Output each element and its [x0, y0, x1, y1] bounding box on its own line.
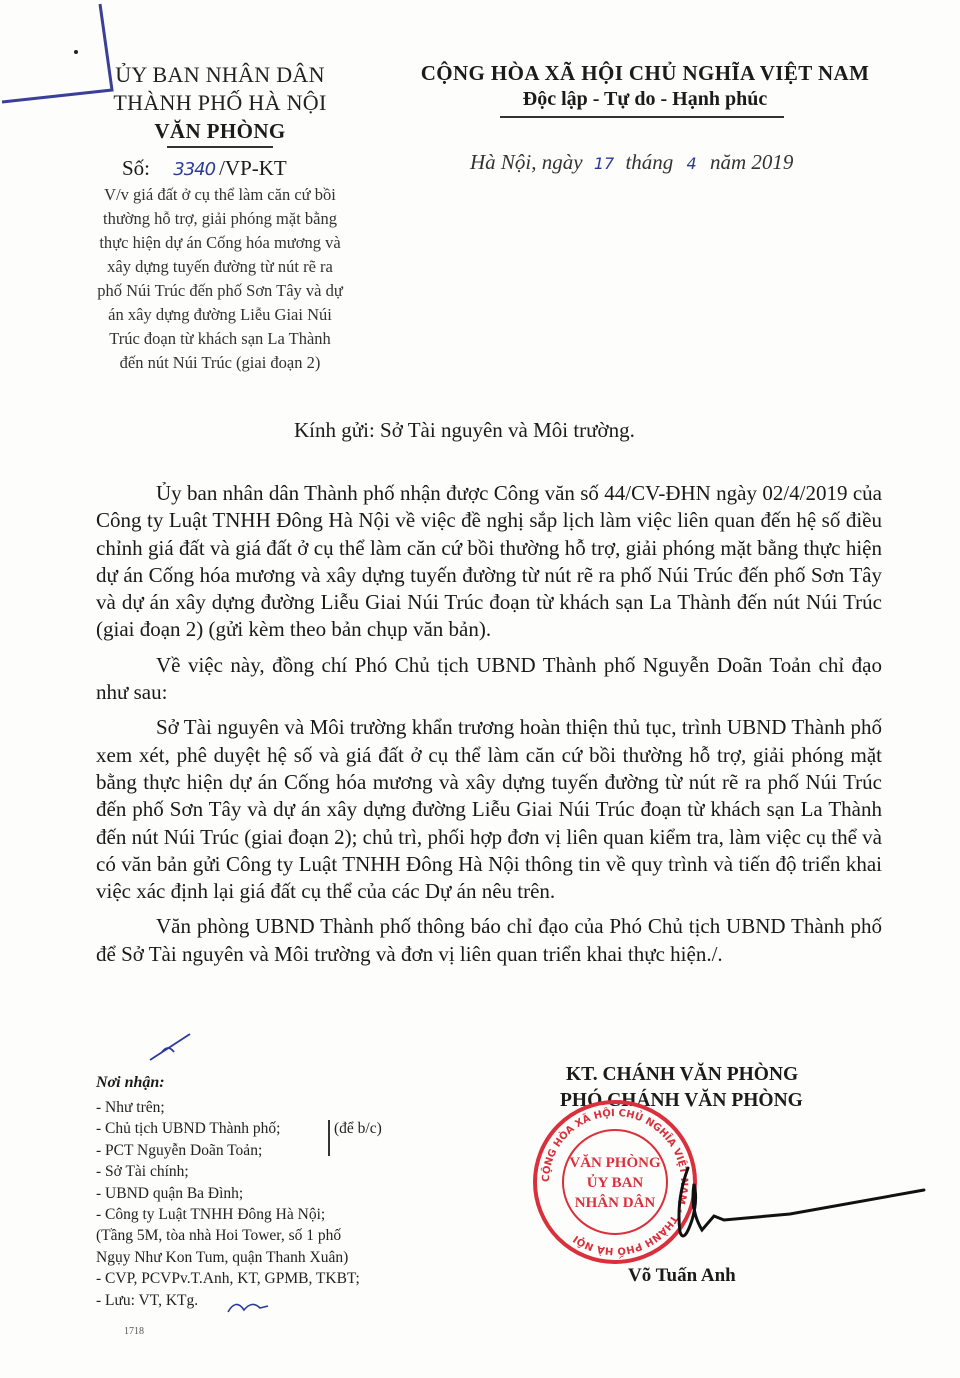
- recipient-item: - UBND quận Ba Đình;: [96, 1184, 244, 1202]
- subject-line: thường hỗ trợ, giải phóng mặt bằng: [103, 209, 337, 228]
- ref-prefix: Số:: [122, 156, 151, 180]
- subject-line: thực hiện dự án Cống hóa mương và: [99, 233, 341, 252]
- republic-name: CỘNG HÒA XÃ HỘI CHỦ NGHĨA VIỆT NAM: [420, 61, 870, 85]
- subject-line: V/v giá đất ở cụ thể làm căn cứ bồi: [104, 185, 336, 204]
- national-motto: Độc lập - Tự do - Hạnh phúc: [522, 88, 768, 110]
- recipient-item: - CVP, PCVPv.T.Anh, KT, GPMB, TKBT;: [96, 1270, 360, 1288]
- recipient-item: - Sở Tài chính;: [96, 1163, 189, 1181]
- recipient-item: - Lưu: VT, KTg.: [96, 1291, 199, 1309]
- reference-number: [122, 156, 287, 181]
- recipients-bracket: [328, 1120, 330, 1156]
- date-line: [470, 150, 793, 175]
- handwritten-initial-small: [226, 1296, 270, 1316]
- date-day-handwritten: 17: [593, 154, 615, 173]
- body-paragraph: Về việc này, đồng chí Phó Chủ tịch UBND Thành phố Nguyễn Doãn Toản chỉ đạo như sau:: [96, 652, 882, 705]
- org-name-line2: THÀNH PHỐ HÀ NỘI: [113, 90, 327, 115]
- stamp-inner-line: VĂN PHÒNG: [569, 1155, 661, 1171]
- recipients-list: [96, 1097, 360, 1311]
- recipients-title: Nơi nhận:: [96, 1074, 165, 1091]
- office-underline: [167, 146, 273, 148]
- ref-number-handwritten: 3340: [173, 159, 216, 180]
- org-name-line1: ỦY BAN NHÂN DÂN: [115, 62, 325, 87]
- body-paragraph: Sở Tài nguyên và Môi trường khẩn trương hoàn thiện thủ tục, trình UBND Thành phố xem xét, phê duyệt hệ số và giá đất ở cụ thể làm căn cứ bồi thường hỗ trợ, giải phóng mặt bằng thực hiện dự án Cống hóa mương và xây dựng tuyến đường từ nút rẽ ra phố Núi Trúc đến phố Sơn Tây và dự án xây dựng đường Liễu Giai Núi Trúc đoạn từ khách sạn La Thành đến nút Núi Trúc (giai đoạn 2); chủ trì, phối hợp đơn vị liên quan kiểm tra, làm việc cụ thể và có văn bản gửi Công ty Luật TNHH Đông Hà Nội thông tin về quy trình và tiến độ triển khai việc xác định lại giá đất cụ thể của các Dự án nêu trên.: [96, 715, 882, 904]
- recipients-note: (để b/c): [334, 1120, 382, 1137]
- motto-underline: [500, 116, 784, 118]
- recipient-item: - Chủ tịch UBND Thành phố;: [96, 1120, 281, 1138]
- stamp-inner-line: NHÂN DÂN: [574, 1195, 656, 1211]
- body-paragraph: Ủy ban nhân dân Thành phố nhận được Công văn số 44/CV-ĐHN ngày 02/4/2019 của Công ty Luật TNHH Đông Hà Nội về việc đề nghị sắp lịch làm việc liên quan đến hệ số điều chỉnh giá đất và giá đất ở cụ thể làm căn cứ bồi thường hỗ trợ, giải phóng mặt bằng thực hiện dự án Cống hóa mương và xây dựng tuyến đường từ nút rẽ ra phố Núi Trúc đến phố Sơn Tây và dự án xây dựng đường Liễu Giai Núi Trúc đoạn từ khách sạn La Thành đến nút Núi Trúc (giai đoạn 2) (gửi kèm theo bản chụp văn bản).: [96, 481, 882, 642]
- subject-line: án xây dựng đường Liễu Giai Núi: [108, 305, 332, 324]
- handwritten-signature: [640, 1160, 930, 1250]
- stamp-inner-line: ỦY BAN: [586, 1175, 644, 1191]
- subject-block: [60, 183, 380, 375]
- subject-line: đến nút Núi Trúc (giai đoạn 2): [119, 353, 321, 372]
- org-office: VĂN PHÒNG: [154, 119, 286, 143]
- recipient-item: - PCT Nguyễn Doãn Toản;: [96, 1141, 263, 1159]
- subject-line: xây dựng tuyến đường từ nút rẽ ra: [107, 257, 333, 276]
- letter-body: [96, 480, 882, 976]
- date-year: năm 2019: [709, 150, 794, 174]
- date-month-handwritten: 4: [686, 154, 697, 173]
- date-month-label: tháng: [625, 150, 674, 174]
- signature-title-1: KT. CHÁNH VĂN PHÒNG: [566, 1064, 799, 1085]
- handwritten-initial: [146, 1030, 196, 1064]
- addressee: Kính gửi: Sở Tài nguyên và Môi trường.: [294, 418, 635, 442]
- recipient-item: - Công ty Luật TNHH Đông Hà Nội;: [96, 1206, 326, 1224]
- date-place: Hà Nội, ngày: [470, 150, 583, 174]
- signer-name: Võ Tuấn Anh: [628, 1265, 736, 1286]
- body-paragraph: Văn phòng UBND Thành phố thông báo chỉ đạo của Phó Chủ tịch UBND Thành phố để Sở Tài nguyên và Môi trường và đơn vị liên quan triển khai thực hiện./.: [96, 914, 882, 966]
- recipient-item: - Như trên;: [96, 1099, 165, 1116]
- subject-line: Trúc đoạn từ khách sạn La Thành: [109, 329, 331, 348]
- ref-suffix: /VP-KT: [219, 156, 287, 180]
- recipient-item: Ngụy Như Kon Tum, quận Thanh Xuân): [96, 1248, 349, 1266]
- recipient-item: (Tầng 5M, tòa nhà Hoi Tower, số 1 phố: [96, 1227, 342, 1245]
- recipients-footer-code: 1718: [124, 1326, 144, 1337]
- subject-line: phố Núi Trúc đến phố Sơn Tây và dự: [97, 281, 343, 300]
- signature-title-2: PHÓ CHÁNH VĂN PHÒNG: [560, 1090, 803, 1111]
- stamp-ring-text: CỘNG HÒA XÃ HỘI CHỦ NGHĨA VIỆT NAM * THÀNH PHỐ HÀ NỘI: [540, 1107, 690, 1257]
